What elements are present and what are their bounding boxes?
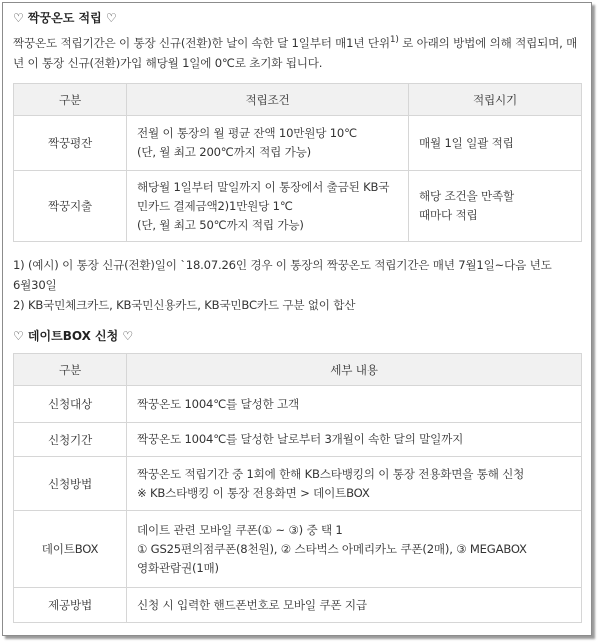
row-detail <box>127 511 582 588</box>
row-timing <box>409 171 582 242</box>
intro-text-2: 로 아래의 방법에 의해 적립되며, 매년 이 통장 신규(전환)가입 해당월 1일에 0℃로 초기화 됩니다. <box>13 36 578 70</box>
detail-line: 데이트 관련 모바일 쿠폰(① ~ ③) 중 택 1 <box>137 522 343 537</box>
timing-line: 때마다 적립 <box>419 208 478 222</box>
row-category: 짝꿍지출 <box>14 171 127 242</box>
row-category: 신청대상 <box>14 386 127 423</box>
footnotes <box>13 255 583 315</box>
intro-text-1: 짝꿍온도 적립기간은 이 통장 신규(전환)한 날이 속한 달 1일부터 매1년 단위 <box>13 36 390 50</box>
table-header-row <box>14 84 582 116</box>
detail-line: 짝꿍온도 적립기간 중 1회에 한해 KB스타뱅킹의 이 통장 전용화면을 통해 신청 <box>137 466 525 481</box>
row-condition <box>127 116 409 171</box>
table-row <box>14 423 582 457</box>
detail-line: 짝꿍온도 1004℃를 달성한 고객 <box>137 396 299 411</box>
document-content <box>13 9 583 623</box>
row-condition <box>127 171 409 242</box>
table-row <box>14 457 582 511</box>
footnote-2: 2) KB국민체크카드, KB국민신용카드, KB국민BC카드 구분 없이 합산 <box>13 298 356 312</box>
condition-line: 전월 이 통장의 월 평균 잔액 10만원당 10℃ <box>137 126 357 140</box>
table-row <box>14 588 582 623</box>
table-row <box>14 171 582 242</box>
table-header-row <box>14 354 582 386</box>
detail-line: 신청 시 입력한 핸드폰번호로 모바일 쿠폰 지급 <box>137 597 367 612</box>
footnote-1: 1) (예시) 이 통장 신규(전환)일이 `18.07.26인 경우 이 통장의 짝꿍온도 적립기간은 매년 7월1일~다음 년도 <box>13 258 552 272</box>
section-title-datebox: ♡ 데이트BOX 신청 ♡ <box>13 329 134 343</box>
header-category: 구분 <box>14 84 127 116</box>
row-timing <box>409 116 582 171</box>
accumulation-intro <box>13 33 583 73</box>
table-row <box>14 116 582 171</box>
datebox-table <box>13 353 582 623</box>
timing-line: 해당 조건을 만족할 <box>419 189 514 203</box>
section-title-accumulation: ♡ 짝꿍온도 적립 ♡ <box>13 11 117 25</box>
header-detail: 세부 내용 <box>127 354 582 386</box>
row-detail <box>127 386 582 423</box>
timing-line: 매월 1일 일괄 적립 <box>419 135 514 150</box>
header-category: 구분 <box>14 354 127 386</box>
row-detail <box>127 423 582 457</box>
detail-line: 영화관람권(1매) <box>137 560 219 575</box>
condition-line: 민카드 결제금액2)1만원당 1℃ <box>137 198 293 213</box>
table-row <box>14 386 582 423</box>
footnote-1-continued: 6월30일 <box>13 278 57 292</box>
row-category: 신청기간 <box>14 423 127 457</box>
footnote-ref-1: 1) <box>389 35 399 46</box>
header-condition: 적립조건 <box>127 84 409 116</box>
condition-line: (단, 월 최고 200℃까지 적립 가능) <box>137 145 311 159</box>
accumulation-table <box>13 83 582 242</box>
table-row <box>14 511 582 588</box>
detail-line: ① GS25편의점쿠폰(8천원), ② 스타벅스 아메리카노 쿠폰(2매), ③ MEGABOX <box>137 541 527 556</box>
condition-line: 해당월 1일부터 말일까지 이 통장에서 출금된 KB국 <box>137 179 390 194</box>
detail-line: ※ KB스타뱅킹 이 통장 전용화면 > 데이트BOX <box>137 485 370 500</box>
row-detail <box>127 588 582 623</box>
document-frame <box>2 2 592 636</box>
row-category: 데이트BOX <box>14 511 127 588</box>
condition-line: (단, 월 최고 50℃까지 적립 가능) <box>137 217 304 232</box>
detail-line: 짝꿍온도 1004℃를 달성한 날로부터 3개월이 속한 달의 말일까지 <box>137 432 464 446</box>
header-timing: 적립시기 <box>409 84 582 116</box>
row-category: 신청방법 <box>14 457 127 511</box>
row-category: 제공방법 <box>14 588 127 623</box>
row-detail <box>127 457 582 511</box>
row-category: 짝꿍평잔 <box>14 116 127 171</box>
